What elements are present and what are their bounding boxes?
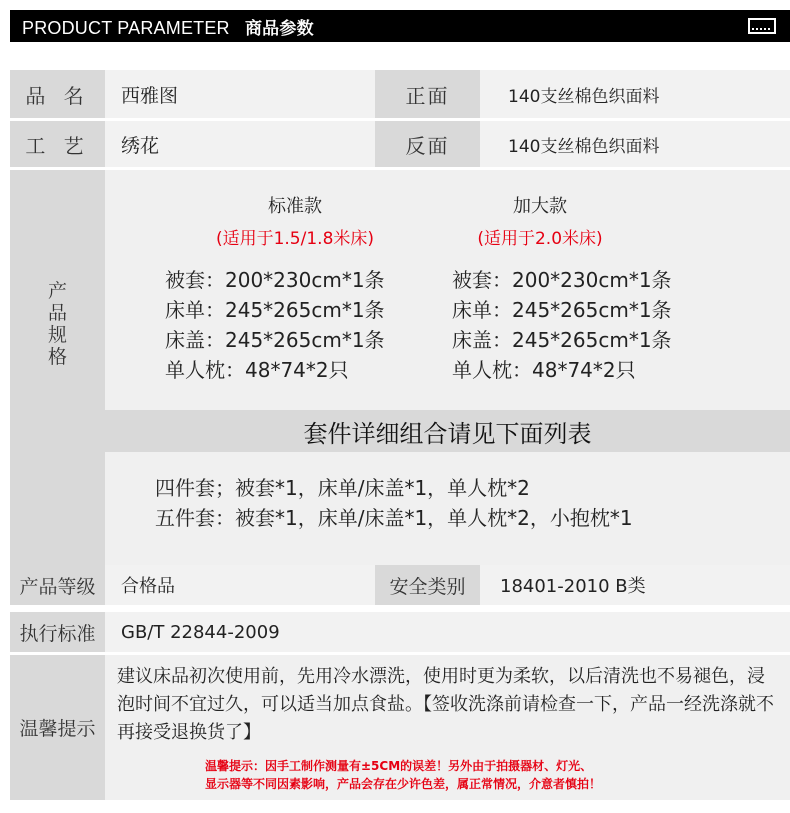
combo-five-piece: 五件套：被套*1，床单/床盖*1，单人枕*2，小抱枕*1 <box>155 506 633 530</box>
front-value: 140支丝棉色织面料 <box>480 70 790 118</box>
back-label: 反面 <box>375 121 480 167</box>
section-title <box>22 14 314 39</box>
spec-label-char: 规 <box>47 324 67 346</box>
notice-disclaimer-line: 温馨提示：因手工制作测量有±5CM的误差！另外由于拍摄器材、灯光、 <box>205 759 593 773</box>
combo-banner: 套件详细组合请见下面列表 <box>105 410 790 452</box>
standard-items <box>165 265 385 385</box>
variant-standard <box>175 192 415 249</box>
spec-label-char: 品 <box>47 302 67 324</box>
spec-panel <box>105 170 790 410</box>
notice-disclaimer <box>205 757 601 793</box>
variant-standard-sub: (适用于1.5/1.8米床) <box>215 229 375 249</box>
notice-label: 温馨提示 <box>10 655 105 800</box>
standard-label: 执行标准 <box>10 612 105 652</box>
grade-label: 产品等级 <box>10 565 105 605</box>
section-title-cn: 商品参数 <box>244 18 314 39</box>
back-value: 140支丝棉色织面料 <box>480 121 790 167</box>
notice-text: 建议床品初次使用前，先用冷水漂洗，使用时更为柔软，以后清洗也不易褪色，浸泡时间不宜过久，可以适当加点食盐。【签收洗涤前请检查一下，产品一经洗涤就不再接受退换货了】 <box>117 666 774 743</box>
notice-panel <box>105 655 790 800</box>
list-item: 床盖：245*265cm*1条 <box>452 328 672 352</box>
grade-value: 合格品 <box>105 565 375 605</box>
name-label: 品 名 <box>10 70 105 118</box>
variant-large-name: 加大款 <box>513 196 567 217</box>
spec-label-char: 格 <box>47 346 67 368</box>
variant-standard-name: 标准款 <box>268 196 322 217</box>
name-value: 西雅图 <box>105 70 375 118</box>
section-title-en: PRODUCT PARAMETER <box>22 17 230 38</box>
combo-panel <box>105 452 790 565</box>
list-item: 被套：200*230cm*1条 <box>452 268 672 292</box>
variant-large-sub: (适用于2.0米床) <box>477 229 603 249</box>
spec-label-char: 产 <box>47 280 67 302</box>
list-item: 床单：245*265cm*1条 <box>452 298 672 322</box>
craft-value: 绣花 <box>105 121 375 167</box>
notice-disclaimer-line: 显示器等不同因素影响，产品会存在少许色差，属正常情况，介意者慎拍！ <box>205 777 602 791</box>
spec-label <box>10 280 105 368</box>
section-header <box>10 10 790 42</box>
large-items <box>452 265 672 385</box>
spec-label-cell <box>10 170 105 565</box>
film-frame-icon <box>748 18 776 34</box>
list-item: 单人枕：48*74*2只 <box>165 358 349 382</box>
craft-label: 工 艺 <box>10 121 105 167</box>
front-label: 正面 <box>375 70 480 118</box>
combo-four-piece: 四件套；被套*1，床单/床盖*1，单人枕*2 <box>155 476 530 500</box>
list-item: 床盖：245*265cm*1条 <box>165 328 385 352</box>
safety-label: 安全类别 <box>375 565 480 605</box>
list-item: 单人枕：48*74*2只 <box>452 358 636 382</box>
list-item: 床单：245*265cm*1条 <box>165 298 385 322</box>
variant-large <box>445 192 635 249</box>
standard-value: GB/T 22844-2009 <box>105 612 790 652</box>
safety-value: 18401-2010 B类 <box>480 565 790 605</box>
list-item: 被套：200*230cm*1条 <box>165 268 385 292</box>
